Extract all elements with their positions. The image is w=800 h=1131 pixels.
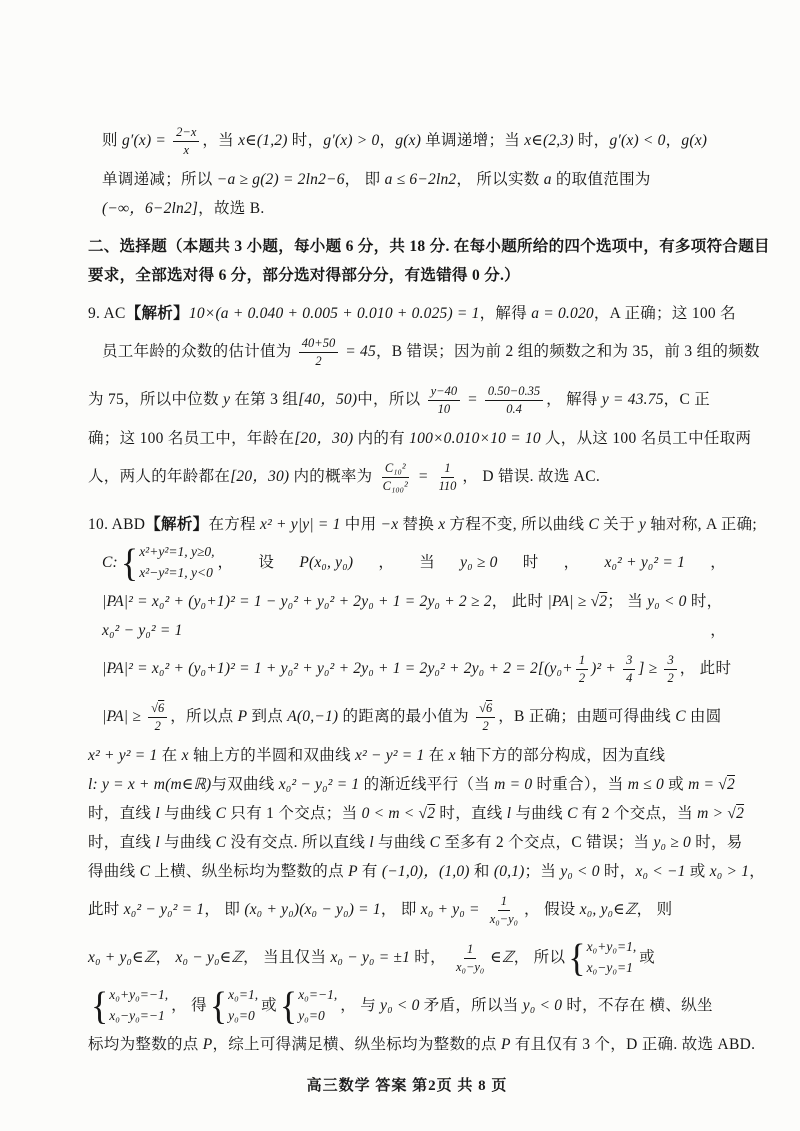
math-run: [20，30) xyxy=(230,468,290,486)
text-run: 时，直线 xyxy=(88,804,156,822)
doc-line xyxy=(88,454,726,500)
fraction: $\frac{3}{2}$ xyxy=(664,652,676,686)
text-run: 在 xyxy=(157,746,182,764)
math-run: x₀ − y₀ = ±1 xyxy=(330,949,411,967)
text-run: ， xyxy=(155,949,176,967)
doc-line xyxy=(88,617,726,644)
text-run: 单调递减；所以 xyxy=(102,170,217,188)
bold-text-run: 要求，全部选对得 6 分，部分选对得部分分，有选错得 0 分.） xyxy=(88,266,520,284)
math-run: x² + y² = 1 xyxy=(88,746,158,764)
math-run: |PA|² = x₀² + (y₀+1)² = 1 + y₀² + y₀² + 2y₀ + 1 = 2y₀² + 2y₀ + 2 = 2[(y₀+ xyxy=(102,660,573,678)
text-run: 由圆 xyxy=(685,708,722,726)
doc-line xyxy=(88,511,757,538)
text-run: ， xyxy=(665,132,682,150)
math-run xyxy=(419,802,436,825)
fraction: $\frac{\text{C₁₀²}}{\text{C₁₀₀²}}$ xyxy=(382,461,408,493)
math-run: y₀ < 0 xyxy=(522,997,563,1015)
text-run: 时， xyxy=(686,592,723,610)
text-run: ，综上可得满足横、纵坐标均为整数的点 xyxy=(212,1035,502,1053)
text-run: 或 xyxy=(639,949,656,967)
bold-text-run: 【解析】 xyxy=(145,515,209,533)
math-run: x₀² + y₀² = 1 xyxy=(604,554,686,572)
math-run: [20，30) xyxy=(294,429,354,447)
math-run: a xyxy=(543,170,552,188)
text-run: ， 则 xyxy=(636,901,673,919)
text-run: 内的概率为 xyxy=(289,468,377,486)
doc-line xyxy=(88,377,726,423)
text-run: 此时 xyxy=(88,901,124,919)
math-run: l xyxy=(155,833,160,851)
math-run: C xyxy=(429,833,441,851)
text-run: 时，不存在 横、纵坐 xyxy=(562,997,713,1015)
cases-bracket: { x₀+y₀=−1, x₀−y₀=−1 xyxy=(91,984,169,1028)
math-run: m = 0 xyxy=(494,775,533,793)
math-run: x₀ < −1 xyxy=(635,862,686,880)
text-run: ；当 xyxy=(524,862,561,880)
math-run: C xyxy=(215,804,227,822)
math-run: P xyxy=(348,862,358,880)
math-run: x∈(2,3) xyxy=(524,132,574,150)
text-run: ， xyxy=(563,554,580,572)
math-run: y₀ < 0 xyxy=(647,592,687,610)
text-run: 和 xyxy=(469,862,494,880)
text-run: 有 2 个交点，当 xyxy=(577,804,698,822)
text-run: 的渐近线平行（当 xyxy=(359,775,495,793)
math-run: x₀, y₀∈ℤ xyxy=(579,901,637,919)
text-run: 确；这 100 名员工中，年龄在 xyxy=(88,429,295,447)
text-run: 时重合），当 xyxy=(532,775,628,793)
math-run: x∈(1,2) xyxy=(238,132,288,150)
fraction: $\frac{1}{\text{x₀−y₀}}$ xyxy=(456,942,485,974)
text-run: 替换 xyxy=(398,515,439,533)
math-run: x₀ + y₀ = xyxy=(420,901,484,919)
math-run: a ≤ 6−2ln2 xyxy=(384,170,457,188)
doc-line xyxy=(88,540,726,586)
math-run: C xyxy=(675,708,686,726)
doc-line xyxy=(88,829,743,856)
math-run: ∈ℤ xyxy=(490,949,514,967)
math-run: (x₀ + y₀)(x₀ − y₀) = 1 xyxy=(244,901,381,919)
math-run: x₀ > 1 xyxy=(709,862,750,880)
text-run: 时，直线 xyxy=(435,804,507,822)
text-run: 在 xyxy=(424,746,449,764)
text-run: 上横、纵坐标均为整数的点 xyxy=(150,862,349,880)
math-run: y₀ ≥ 0 xyxy=(653,833,692,851)
math-run: m ≤ 0 xyxy=(627,775,664,793)
math-run: |PA| ≥ xyxy=(102,708,146,726)
text-run: 轴对称, A 正确; xyxy=(646,515,757,533)
text-run: 时， xyxy=(573,132,610,150)
math-run: x₀ + y₀∈ℤ xyxy=(88,949,156,967)
doc-line xyxy=(88,800,745,827)
text-run: ， 即 xyxy=(380,901,421,919)
math-run: g′(x) > 0 xyxy=(323,132,380,150)
sqrt-radical: √6 xyxy=(151,701,165,716)
text-run: ， 解得 xyxy=(546,391,602,409)
cases-bracket: { x₀=−1, y₀=0 xyxy=(279,984,338,1028)
fraction: $\frac{40+50}{2}$ xyxy=(299,335,338,369)
text-run: ， 假设 xyxy=(524,901,580,919)
text-run: 则 xyxy=(102,132,122,150)
sqrt-radical: √2 xyxy=(718,775,735,793)
doc-line xyxy=(88,195,726,222)
text-run: ， 此时 xyxy=(679,660,732,678)
text-run: 时， xyxy=(599,862,636,880)
math-run: y xyxy=(223,391,231,409)
math-run: |PA| ≥ xyxy=(547,592,591,610)
doc-line xyxy=(88,329,760,375)
math-run: P(x₀, y₀) xyxy=(299,554,354,572)
text-run: ， 即 xyxy=(204,901,245,919)
text-run: 时，易 xyxy=(691,833,743,851)
math-run: x² + y|y| = 1 xyxy=(260,515,341,533)
math-run xyxy=(718,773,735,796)
text-run: ，故选 B. xyxy=(198,199,265,217)
text-run: ， 此时 xyxy=(491,592,548,610)
math-run: g(x) xyxy=(395,132,422,150)
text-run: 或 xyxy=(685,862,710,880)
math-run: m > xyxy=(697,804,728,822)
text-run: 轴下方的部分构成，因为直线 xyxy=(455,746,666,764)
text-run: 员工年龄的众数的估计值为 xyxy=(102,343,296,361)
fraction: $\frac{1}{2}$ xyxy=(576,652,588,686)
text-run: ， 与 xyxy=(340,997,381,1015)
doc-line xyxy=(88,425,752,452)
text-run: ， D 错误. 故选 AC. xyxy=(462,468,601,486)
text-run: 时 xyxy=(522,554,539,572)
text-run: ， xyxy=(217,554,234,572)
math-run: (−∞，6−2ln2] xyxy=(102,199,199,217)
math-run: )² + xyxy=(591,660,621,678)
text-run: 9. AC xyxy=(88,304,126,322)
math-run: P xyxy=(237,708,248,726)
text-run: 轴上方的半圆和双曲线 xyxy=(188,746,356,764)
text-run: 只有 1 个交点；当 xyxy=(226,804,362,822)
math-run: g(x) xyxy=(681,132,708,150)
text-run: 或 xyxy=(663,775,689,793)
doc-line xyxy=(88,935,726,981)
text-run: 当 xyxy=(419,554,436,572)
math-run: (0,1) xyxy=(493,862,525,880)
math-run: y = 43.75 xyxy=(601,391,664,409)
fraction: $\frac{1}{110}$ xyxy=(438,461,457,493)
text-run: 人，两人的年龄都在 xyxy=(88,468,231,486)
text-run: 得曲线 xyxy=(88,862,140,880)
math-run: a = 0.020 xyxy=(531,304,594,322)
math-run: = 45 xyxy=(341,343,376,361)
text-run: 为 75，所以中位数 xyxy=(88,391,224,409)
doc-line xyxy=(88,118,726,164)
math-run: 0 < m < xyxy=(361,804,419,822)
doc-line xyxy=(88,1031,756,1058)
text-run: 或 xyxy=(261,997,277,1015)
math-run: x xyxy=(181,746,189,764)
sqrt-radical: √2 xyxy=(418,804,436,822)
text-run: 标均为整数的点 xyxy=(88,1035,203,1053)
text-run: ， xyxy=(749,862,766,880)
fraction: $\frac{1}{\text{x₀−y₀}}$ xyxy=(489,894,518,926)
math-run: 100×0.010×10 = 10 xyxy=(409,429,541,447)
text-run: 内的有 xyxy=(353,429,410,447)
math-run: P xyxy=(501,1035,511,1053)
text-run: 与曲线 xyxy=(159,833,216,851)
math-run: l xyxy=(369,833,374,851)
text-run: 关于 xyxy=(599,515,639,533)
math-run: m = xyxy=(688,775,719,793)
text-run: ； 当 xyxy=(607,592,648,610)
math-run: x xyxy=(438,515,446,533)
doc-line xyxy=(88,300,736,327)
math-run: −a ≥ g(2) = 2ln2−6 xyxy=(216,170,345,188)
math-run: 10×(a + 0.040 + 0.005 + 0.010 + 0.025) = 1 xyxy=(188,304,480,322)
doc-line xyxy=(88,887,726,933)
doc-line xyxy=(88,742,726,769)
fraction: $\frac{√6}{2}$ xyxy=(148,700,167,734)
text-run: 与曲线 xyxy=(511,804,568,822)
doc-line xyxy=(88,166,726,193)
text-run: 到点 xyxy=(247,708,288,726)
text-run: 时，直线 xyxy=(88,833,156,851)
text-run: 没有交点. 所以直线 xyxy=(226,833,370,851)
math-run: = xyxy=(463,391,482,409)
text-run: 有 xyxy=(357,862,382,880)
doc-line xyxy=(88,233,770,260)
text-run: 中，所以 xyxy=(357,391,425,409)
text-run: ，B 正确；由题可得曲线 xyxy=(498,708,676,726)
text-run: 的距离的最小值为 xyxy=(338,708,474,726)
doc-line xyxy=(88,771,735,798)
doc-line xyxy=(88,262,726,289)
text-run: 与曲线 xyxy=(373,833,430,851)
math-run: l: y = x + m(m∈ℝ) xyxy=(88,775,212,793)
math-run: [40，50) xyxy=(298,391,358,409)
text-run: ， 所以 xyxy=(513,949,566,967)
sqrt-radical: √6 xyxy=(479,701,493,716)
text-run: ， 得 xyxy=(171,997,207,1015)
bold-text-run: 【解析】 xyxy=(125,304,189,322)
text-run: ， xyxy=(378,554,395,572)
text-run: 在第 3 组 xyxy=(230,391,299,409)
text-run: ， 即 xyxy=(344,170,385,188)
math-run: g′(x) = xyxy=(121,132,171,150)
math-run: ] ≥ xyxy=(638,660,662,678)
math-run: x₀² − y₀² = 1 xyxy=(278,775,360,793)
text-run: 设 xyxy=(258,554,275,572)
text-run: 单调递增；当 xyxy=(421,132,525,150)
math-run: x₀² − y₀² = 1 xyxy=(123,901,205,919)
doc-line xyxy=(88,646,732,692)
fraction: $\frac{2-x}{x}$ xyxy=(173,124,199,158)
cases-bracket: { x₀+y₀=1, x₀−y₀=1 xyxy=(568,936,637,980)
fraction: $\frac{y-40}{10}$ xyxy=(428,383,460,417)
math-run: C xyxy=(567,804,578,822)
text-run: 人，从这 100 名员工中任取两 xyxy=(540,429,752,447)
math-run: |PA|² = x₀² + (y₀+1)² = 1 − y₀² + y₀² + 2y₀ + 1 = 2y₀ + 2 ≥ 2 xyxy=(102,592,492,610)
text-run: 矛盾，所以当 xyxy=(419,997,523,1015)
math-run: y₀ ≥ 0 xyxy=(460,554,498,572)
doc-line xyxy=(88,983,726,1029)
math-run: C xyxy=(588,515,599,533)
text-run: 时， xyxy=(287,132,324,150)
text-run: ， xyxy=(710,621,726,639)
text-run: ，A 正确；这 100 名 xyxy=(593,304,736,322)
text-run: ，B 错误；因为前 2 组的频数之和为 35，前 3 组的频数 xyxy=(375,343,760,361)
math-run: l xyxy=(506,804,512,822)
fraction: $\frac{√6}{2}$ xyxy=(476,700,495,734)
text-run: ， 当且仅当 xyxy=(243,949,331,967)
text-run: ，所以点 xyxy=(170,708,238,726)
text-run: 与双曲线 xyxy=(211,775,279,793)
text-run: 的取值范围为 xyxy=(551,170,651,188)
fraction: $\frac{3}{4}$ xyxy=(623,652,635,686)
text-run: 与曲线 xyxy=(159,804,216,822)
math-run: y₀ < 0 xyxy=(560,862,600,880)
sqrt-radical: √2 xyxy=(727,804,745,822)
math-run: g′(x) < 0 xyxy=(609,132,666,150)
math-run xyxy=(591,590,608,613)
math-run xyxy=(727,802,744,825)
math-run: C: xyxy=(102,554,118,572)
math-run: P xyxy=(202,1035,213,1053)
math-run: x² − y² = 1 xyxy=(355,746,425,764)
text-run: 时， xyxy=(410,949,451,967)
answer-text-body xyxy=(88,118,770,1058)
cases-bracket: { x²+y²=1, y≥0, x²−y²=1, y<0 xyxy=(120,541,215,585)
math-run: (−1,0)，(1,0) xyxy=(381,862,470,880)
text-run: ，C 正 xyxy=(663,391,711,409)
math-run: = xyxy=(413,468,433,486)
math-run: C xyxy=(139,862,151,880)
sqrt-radical: √2 xyxy=(590,592,608,610)
page-footer: 高三数学 答案 第2页 共 8 页 xyxy=(306,1078,508,1094)
text-run: 10. ABD xyxy=(88,515,146,533)
fraction: $\frac{0.50-0.35}{0.4}$ xyxy=(485,383,543,417)
math-run: x₀² − y₀² = 1 xyxy=(102,621,183,639)
text-run: ，解得 xyxy=(479,304,532,322)
math-run: l xyxy=(155,804,160,822)
math-run: y xyxy=(638,515,647,533)
text-run: ， 所以实数 xyxy=(456,170,544,188)
text-run: ， xyxy=(379,132,396,150)
text-run: 在方程 xyxy=(208,515,261,533)
doc-line xyxy=(88,694,726,740)
doc-line xyxy=(88,858,766,885)
cases-bracket: { x₀=1, y₀=0 xyxy=(209,984,259,1028)
text-run: 中用 xyxy=(340,515,381,533)
math-run: x xyxy=(448,746,456,764)
math-run: x₀ − y₀∈ℤ xyxy=(175,949,244,967)
text-run: 至多有 2 个交点，C 错误；当 xyxy=(440,833,654,851)
math-run: y₀ < 0 xyxy=(380,997,420,1015)
math-run: C xyxy=(215,833,227,851)
doc-line xyxy=(88,588,726,615)
math-run: −x xyxy=(380,515,399,533)
text-run: ，当 xyxy=(202,132,239,150)
text-run: 方程不变, 所以曲线 xyxy=(445,515,589,533)
text-run: 有且仅有 3 个，D 正确. 故选 ABD. xyxy=(510,1035,756,1053)
math-run: A(0,−1) xyxy=(287,708,339,726)
bold-text-run: 二、选择题（本题共 3 小题，每小题 6 分，共 18 分. 在每小题所给的四个选项中，有多项符合题目 xyxy=(88,237,770,255)
text-run: ， xyxy=(710,554,727,572)
